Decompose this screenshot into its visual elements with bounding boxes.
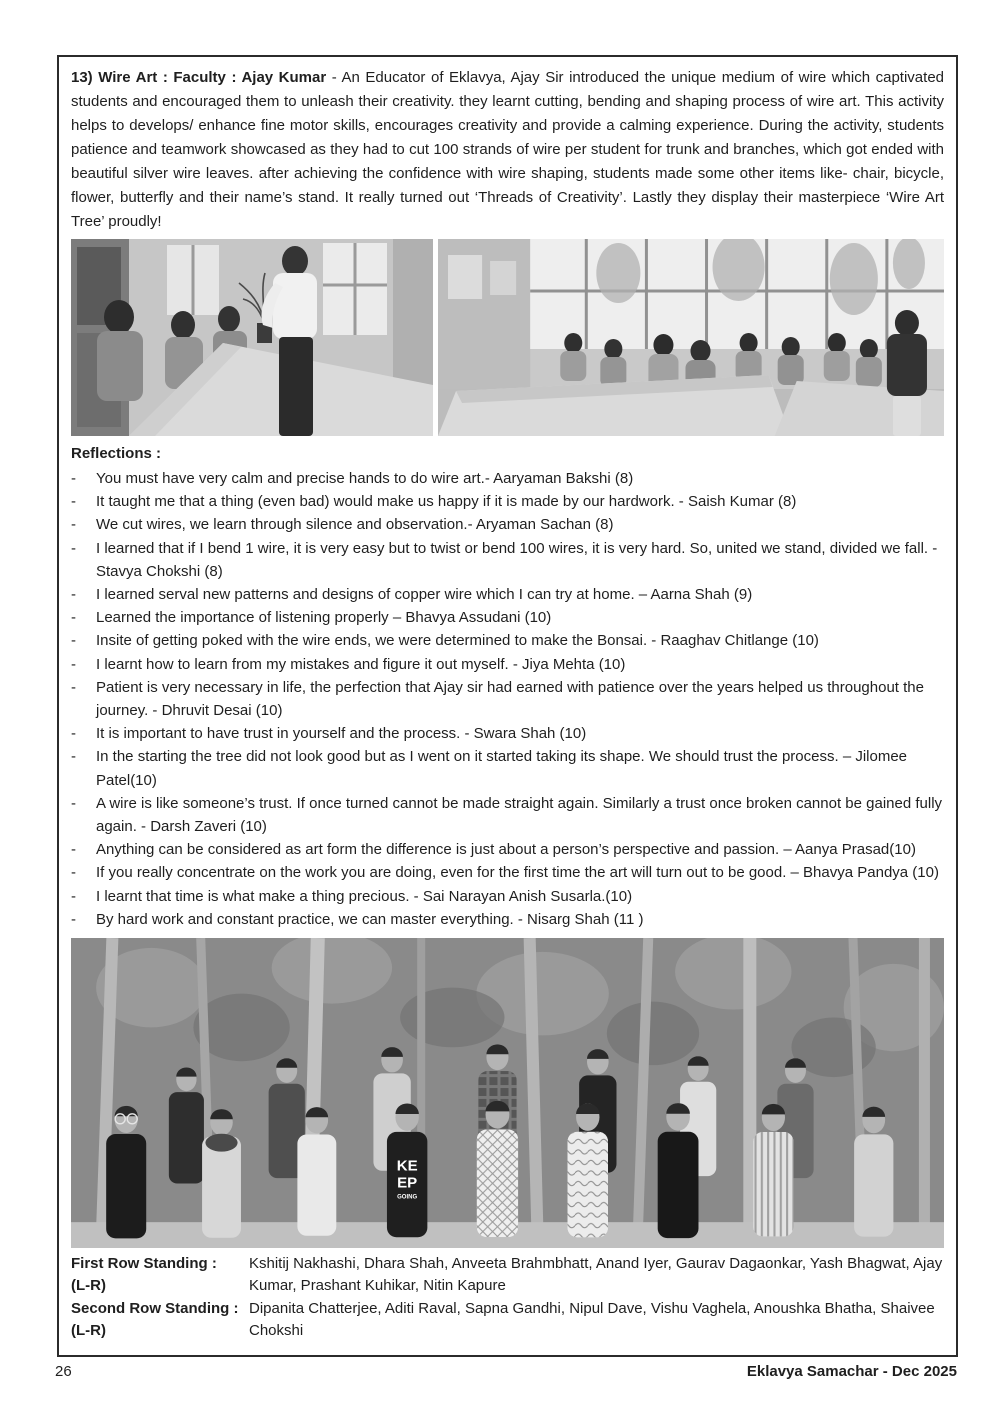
reflection-item [71,745,944,791]
reflection-text: I learnt that time is what make a thing precious. - Sai Narayan Anish Susarla.(10) [96,887,633,905]
reflection-text: It taught me that a thing (even bad) would make us happy if it is made by our hardwork. - Saish Kumar (8) [96,493,797,511]
reflection-text: Learned the importance of listening properly – Bhavya Assudani (10) [96,609,552,627]
reflection-item [71,861,944,884]
photo-classroom [438,239,944,436]
reflection-text: Patient is very necessary in life, the perfection that Ajay sir had earned with patience over the years helped us throughout the journey. - Dhruvit Desai (10) [96,678,924,720]
photo-faculty-group [71,938,944,1248]
reflection-item [71,513,944,536]
activity-photos-row [71,239,944,436]
reflection-item [71,838,944,861]
dash-bullet: - [71,678,76,696]
reflection-text: It is important to have trust in yourself and the process. - Swara Shah (10) [96,725,587,743]
caption-label [71,1253,249,1298]
caption-row [71,1253,944,1298]
dash-bullet: - [71,516,76,534]
reflection-text: You must have very calm and precise hands to do wire art.- Aaryaman Bakshi (8) [96,470,634,487]
reflection-item [71,792,944,838]
reflection-text: I learned that if I bend 1 wire, it is very easy but to twist or bend 100 wires, it is very hard. So, united we stand, divided we fall. - Stavya Chokshi (8) [96,539,938,580]
dash-bullet: - [71,493,76,511]
reflection-text: If you really concentrate on the work you are doing, even for the first time the art will turn out to be good. – Bhavya Pandya (10) [96,864,939,882]
article-paragraph [71,66,944,234]
article-title: 13) Wire Art : Faculty : Ajay Kumar [71,69,327,86]
svg-text:GOING: GOING [397,1194,418,1201]
reflection-text: We cut wires, we learn through silence and observation.- Aryaman Sachan (8) [96,516,614,534]
dash-bullet: - [71,841,76,859]
classroom-photo-illustration [438,239,944,436]
reflection-item [71,537,944,583]
reflection-item [71,583,944,606]
dash-bullet: - [71,794,76,812]
photo-captions [71,1253,944,1343]
dash-bullet: - [71,586,76,604]
caption-row-title: First Row Standing : [71,1255,217,1273]
reflection-item [71,722,944,745]
reflection-item [71,653,944,676]
reflection-text: Anything can be considered as art form the difference is just about a person’s perspective and passion. – Aanya Prasad(10) [96,841,916,859]
group-photo-illustration [71,938,944,1248]
svg-text:EP: EP [397,1174,418,1192]
reflection-text: A wire is like someone’s trust. If once turned cannot be made straight again. Similarly a trust once broken cannot be gained fully again. - Darsh Zaveri (10) [96,794,943,836]
reflection-text: In the starting the tree did not look good but as I went on it started taking its shape. We should trust the process. – Jilomee Patel(10) [96,748,908,789]
wire-art-photo-illustration [71,239,433,436]
reflection-item [71,606,944,629]
dash-bullet: - [71,632,76,650]
dash-bullet: - [71,539,76,557]
keep-going-shirt-text [397,1158,418,1201]
reflection-item [71,629,944,652]
svg-text:KE: KE [396,1157,418,1175]
photo-wire-art-table [71,239,433,436]
reflection-item [71,490,944,513]
caption-label [71,1298,249,1343]
caption-names: Kshitij Nakhashi, Dhara Shah, Anveeta Brahmbhatt, Anand Iyer, Gaurav Dagaonkar, Yash Bhagwat, Ajay Kumar, Prashant Kuhikar, Nitin Kapure [249,1255,943,1295]
page-number: 26 [55,1363,72,1380]
reflection-item [71,908,944,931]
front-row-people [106,1101,893,1239]
content-border-box [57,55,958,1357]
reflection-item [71,467,944,490]
dash-bullet: - [71,864,76,882]
reflection-text: Insite of getting poked with the wire ends, we were determined to make the Bonsai. - Raaghav Chitlange (10) [96,632,819,650]
caption-names: Dipanita Chatterjee, Aditi Raval, Sapna Gandhi, Nipul Dave, Vishu Vaghela, Anoushka Bhatha, Shaivee Chokshi [249,1299,935,1340]
reflection-text: By hard work and constant practice, we can master everything. - Nisarg Shah (11 ) [96,910,644,928]
dash-bullet: - [71,887,76,905]
reflections-list [71,467,944,931]
page-footer [55,1363,957,1380]
reflection-text: I learned serval new patterns and designs of copper wire which I can try at home. – Aarna Shah (9) [96,586,753,604]
reflection-text: I learnt how to learn from my mistakes and figure it out myself. - Jiya Mehta (10) [96,655,626,673]
dash-bullet: - [71,748,76,766]
caption-row [71,1298,944,1343]
article-body: - An Educator of Eklavya, Ajay Sir introduced the unique medium of wire which captivated students and encouraged them to unleash their creativity. they learnt cutting, bending and shaping process of wire art. This activity helps to develops/ enhance fine motor skills, encourages creativity and provide a calming experience. During the activity, students patience and teamwork showcased as they had to cut 100 strands of wire per student for trunk and branches, which got ended with beautiful silver wire leaves. after achieving the confidence with wire shaping, students made some other items like- chair, bicycle, flower, butterfly and their name’s stand. It really turned out ‘Threads of Creativity’. Lastly they display their masterpiece ‘Wire Art Tree’ proudly! [71,69,945,230]
dash-bullet: - [71,609,76,627]
dash-bullet: - [71,725,76,743]
caption-lr-label: (L-R) [71,1277,106,1295]
dash-bullet: - [71,910,76,928]
caption-row-title: Second Row Standing : [71,1299,239,1317]
issue-label: Eklavya Samachar - Dec 2025 [746,1363,957,1380]
reflections-heading: Reflections : [71,445,162,462]
reflection-item [71,676,944,722]
dash-bullet: - [71,655,76,673]
reflection-item [71,885,944,908]
caption-lr-label: (L-R) [71,1322,106,1340]
dash-bullet: - [71,470,76,487]
